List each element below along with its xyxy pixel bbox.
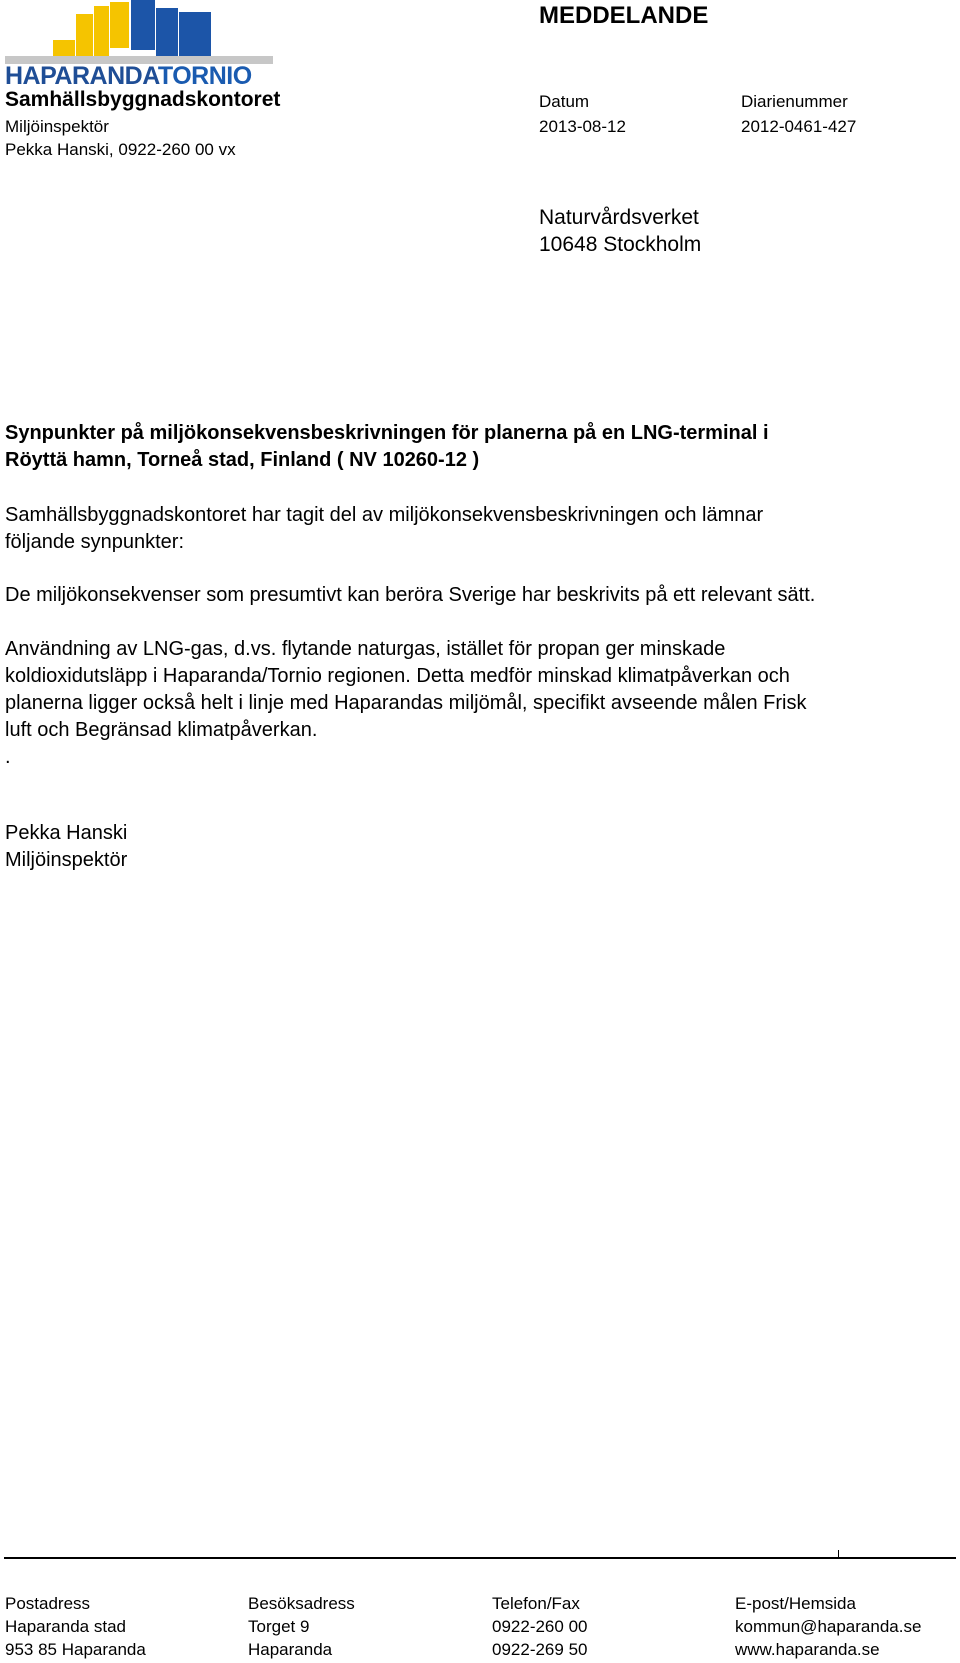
footer-line: 953 85 Haparanda bbox=[5, 1640, 146, 1659]
footer-phone bbox=[492, 1592, 587, 1661]
footer-postal bbox=[5, 1592, 146, 1661]
footer-line: Haparanda bbox=[248, 1640, 333, 1659]
sender-contact: Pekka Hanski, 0922-260 00 vx bbox=[5, 140, 236, 159]
date-value: 2013-08-12 bbox=[539, 117, 626, 136]
footer-header: Telefon/Fax bbox=[492, 1594, 580, 1613]
footer-web bbox=[735, 1592, 921, 1661]
footer-email-link[interactable]: kommun@haparanda.se bbox=[735, 1617, 922, 1636]
signature-name: Pekka Hanski bbox=[5, 822, 128, 844]
footer-header: Postadress bbox=[5, 1594, 91, 1613]
sender-role: Miljöinspektör bbox=[5, 117, 109, 136]
ref-label: Diarienummer bbox=[741, 92, 848, 111]
paragraph-intro bbox=[5, 502, 950, 556]
date-label: Datum bbox=[539, 92, 590, 111]
text-line: koldioxidutsläpp i Haparanda/Tornio regionen. Detta medför minskad klimatpåverkan och bbox=[5, 665, 790, 687]
footer-website-link[interactable]: www.haparanda.se bbox=[735, 1640, 880, 1659]
paragraph-lng bbox=[5, 636, 950, 771]
sender-office: Samhällsbyggnadskontoret bbox=[5, 88, 281, 111]
subject-line: Röyttä hamn, Torneå stad, Finland ( NV 10260-12 ) bbox=[5, 449, 480, 471]
subject bbox=[5, 420, 769, 474]
recipient-name: Naturvårdsverket bbox=[539, 206, 699, 229]
footer-line: Torget 9 bbox=[248, 1617, 310, 1636]
logo bbox=[3, 0, 278, 90]
document-type: MEDDELANDE bbox=[539, 2, 709, 29]
signature-title: Miljöinspektör bbox=[5, 849, 128, 871]
footer-divider-tick bbox=[838, 1550, 839, 1558]
paragraph-assessment bbox=[5, 582, 950, 609]
text-line: följande synpunkter: bbox=[5, 531, 185, 553]
footer-line: 0922-260 00 bbox=[492, 1617, 588, 1636]
footer-line: Haparanda stad bbox=[5, 1617, 126, 1636]
footer-header: E-post/Hemsida bbox=[735, 1594, 856, 1613]
footer-visit bbox=[248, 1592, 355, 1661]
logo-graphic bbox=[3, 0, 278, 70]
ref-value: 2012-0461-427 bbox=[741, 117, 857, 136]
text-line: De miljökonsekvenser som presumtivt kan beröra Sverige har beskrivits på ett relevant sätt. bbox=[5, 584, 816, 606]
subject-line: Synpunkter på miljökonsekvensbeskrivningen för planerna på en LNG-terminal i bbox=[5, 422, 769, 444]
text-line: . bbox=[5, 746, 11, 768]
text-line: Användning av LNG-gas, d.vs. flytande naturgas, istället för propan ger minskade bbox=[5, 638, 726, 660]
footer-line: 0922-269 50 bbox=[492, 1640, 588, 1659]
footer-divider bbox=[4, 1557, 956, 1559]
logo-wordmark: HAPARANDATORNIO bbox=[5, 62, 252, 90]
text-line: luft och Begränsad klimatpåverkan. bbox=[5, 719, 318, 741]
text-line: planerna ligger också helt i linje med Haparandas miljömål, specifikt avseende målen Frisk bbox=[5, 692, 807, 714]
text-line: Samhällsbyggnadskontoret har tagit del av miljökonsekvensbeskrivningen och lämnar bbox=[5, 504, 764, 526]
recipient-address: 10648 Stockholm bbox=[539, 233, 702, 256]
footer-header: Besöksadress bbox=[248, 1594, 355, 1613]
